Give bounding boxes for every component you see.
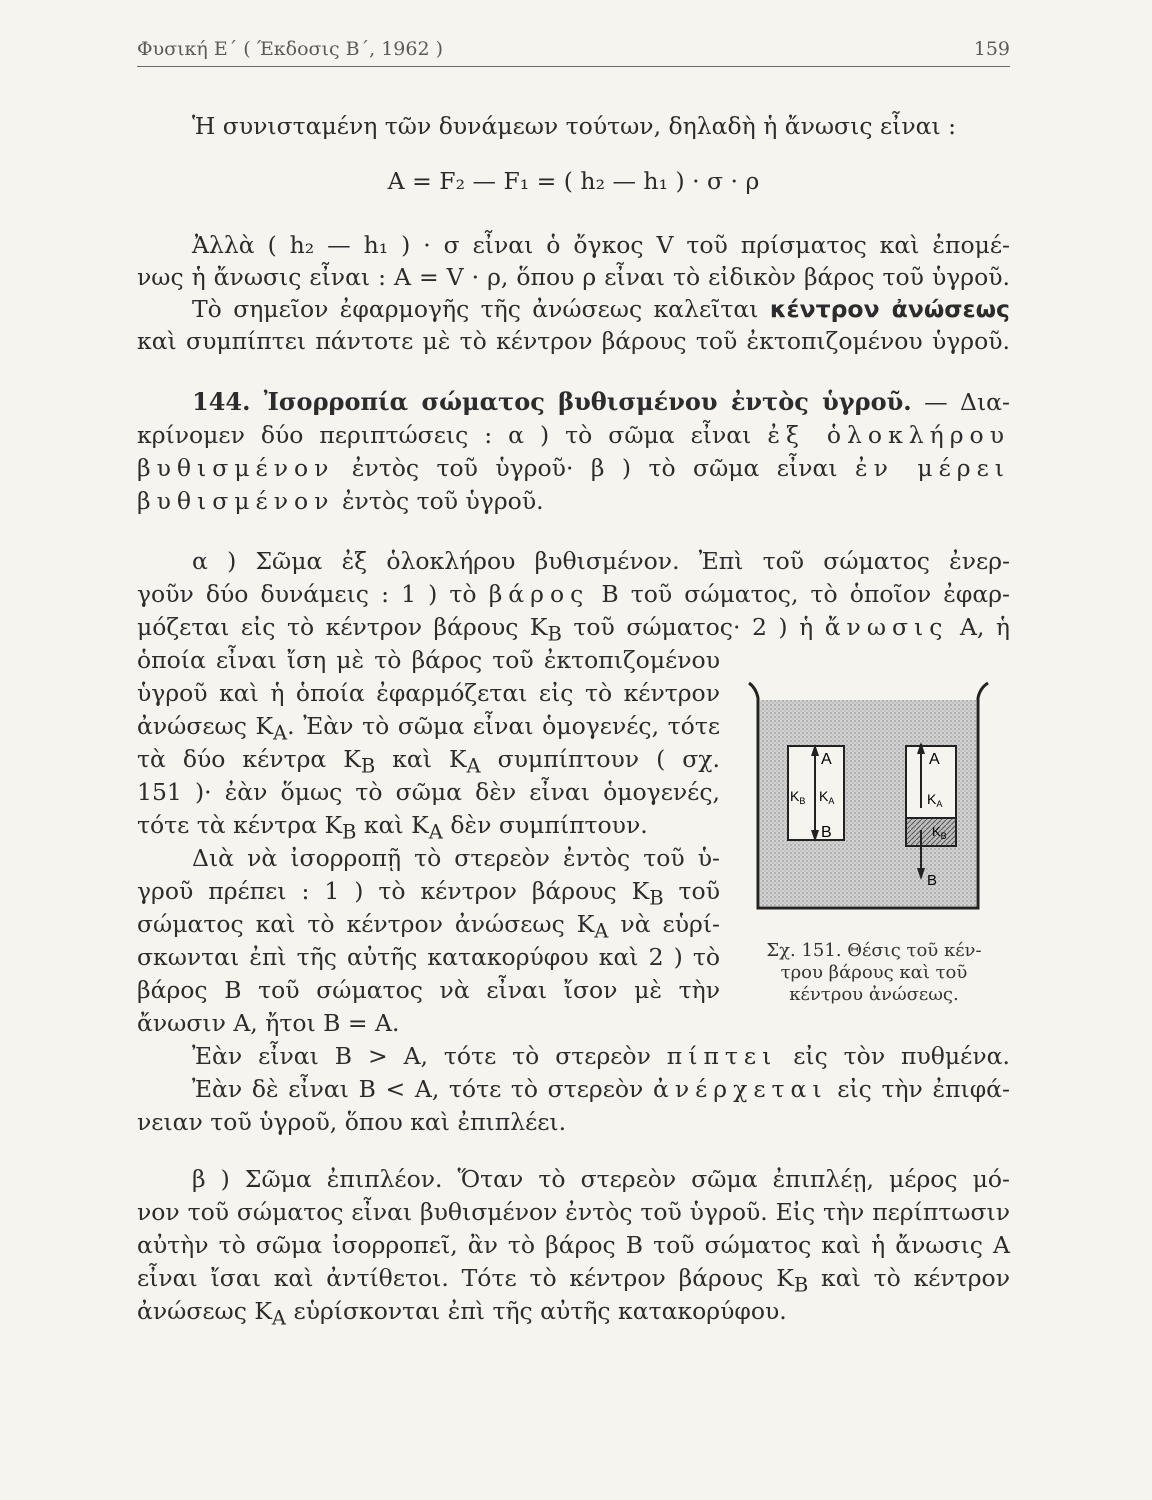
label-A: A [929,751,940,768]
text-line: Ἀλλὰ ( h₂ — h₁ ) · σ εἶναι ὁ ὄγκος V τοῦ πρίσματος καὶ ἐπομέ- [192,231,1010,259]
text-line: ὁποία εἶναι ἴση μὲ τὸ βάρος τοῦ ἐκτοπιζομένου [137,646,720,674]
page-number: 159 [973,38,1010,60]
text-line: α ) Σῶμα ἐξ ὁλοκλήρου βυθισμένον. Ἐπὶ τοῦ σώματος ἐνερ- [192,547,1010,575]
text-line: μόζεται εἰς τὸ κέντρον βάρους $K_B$ τοῦ σώματος· 2 ) ἡ ἄνωσις A, ἡ [137,613,1010,646]
text-line: νως ἡ ἄνωσις εἶναι : A = V · ρ, ὅπου ρ εἶναι τὸ εἰδικὸν βάρος τοῦ ὑγροῦ. [137,263,1010,291]
text-line: γοῦν δύο δυνάμεις : 1 ) τὸ βάρος B τοῦ σώματος, τὸ ὁποῖον ἐφαρ- [137,580,1010,608]
text-line: αὐτὴν τὸ σῶμα ἰσορροπεῖ, ἂν τὸ βάρος B τοῦ σώματος καὶ ἡ ἄνωσις A [137,1231,1010,1259]
text-line: βυθισμένον ἐντὸς τοῦ ὑγροῦ. [137,487,544,515]
text-line: βάρος B τοῦ σώματος νὰ εἶναι ἴσον μὲ τὴν [137,976,720,1004]
label-A: A [821,751,832,768]
text-line: ὑγροῦ καὶ ἡ ὁποία ἐφαρμόζεται εἰς τὸ κέντρον [137,679,720,707]
text-line: Ἡ συνισταμένη τῶν δυνάμεων τούτων, δηλαδὴ ἡ ἄνωσις εἶναι : [192,112,957,140]
text-line: Ἐὰν εἶναι B > A, τότε τὸ στερεὸν πίπτει εἰς τὸν πυθμένα. [192,1042,1010,1070]
text-line: νον τοῦ σώματος εἶναι βυθισμένον ἐντὸς τοῦ ὑγροῦ. Εἰς τὴν περίπτωσιν [137,1198,1010,1226]
text-line: γροῦ πρέπει : 1 ) τὸ κέντρον βάρους $K_B$ τοῦ [137,877,720,910]
text-line: ἄνωσιν A, ἤτοι B = A. [137,1009,400,1037]
text-line: νειαν τοῦ ὑγροῦ, ὅπου καὶ ἐπιπλέει. [137,1108,567,1136]
text-line: Διὰ νὰ ἰσορροπῇ τὸ στερεὸν ἐντὸς τοῦ ὑ- [192,844,720,872]
section-title: 144. Ἰσορροπία σώματος βυθισμένου ἐντὸς ὑγροῦ. [192,387,912,416]
section-heading: 144. Ἰσορροπία σώματος βυθισμένου ἐντὸς ὑγροῦ. — Δια- [192,387,1010,416]
text-line: Τὸ σημεῖον ἐφαρμογῆς τῆς ἀνώσεως καλεῖται κέντρον ἀνώσεως [192,295,1010,323]
text-line: κρίνομεν δύο περιπτώσεις : α ) τὸ σῶμα εἶναι ἐξ ὁλοκλήρου [137,421,1010,449]
label-B: B [927,872,938,889]
label-KA: $K_A$ [819,788,835,806]
label-B: B [821,824,832,841]
text-line: ἀνώσεως $K_A$ εὑρίσκονται ἐπὶ τῆς αὐτῆς κατακορύφου. [137,1297,787,1330]
text-line: καὶ συμπίπτει πάντοτε μὲ τὸ κέντρον βάρους τοῦ ἐκτοπιζομένου ὑγροῦ. [137,327,1010,355]
homogeneous-body [788,744,844,842]
text-line: βυθισμένον ἐντὸς τοῦ ὑγροῦ· β ) τὸ σῶμα εἶναι ἐν μέρει [137,454,1010,482]
text-line: σώματος καὶ τὸ κέντρον ἀνώσεως $K_A$ νὰ εὑρί- [137,910,720,943]
label-KB: $K_B$ [790,788,806,806]
equation: A = F₂ — F₁ = ( h₂ — h₁ ) · σ · ρ [387,167,760,195]
label-KA: $K_A$ [927,791,943,809]
text-line: σκωνται ἐπὶ τῆς αὐτῆς κατακορύφου καὶ 2 ) τὸ [137,943,720,971]
text-line: εἶναι ἴσαι καὶ ἀντίθετοι. Τότε τὸ κέντρον βάρους $K_B$ καὶ τὸ κέντρον [137,1264,1010,1297]
text-line: Ἐὰν δὲ εἶναι B < A, τότε τὸ στερεὸν ἀνέρχεται εἰς τὴν ἐπιφά- [192,1075,1010,1103]
text-line: τὰ δύο κέντρα $K_B$ καὶ $K_A$ συμπίπτουν ( σχ. [137,745,720,778]
figure-caption: Σχ. 151. Θέσις τοῦ κέν- τρου βάρους καὶ τοῦ κέντρου ἀνώσεως. [766,940,982,1005]
vessel-diagram [746,680,996,925]
figure-151 [746,680,996,925]
label-KB: $K_B$ [932,824,947,841]
header-title: Φυσική Ε΄ ( Έκδοσις Β΄, 1962 ) [137,38,444,60]
text-line: 151 )· ἐὰν ὅμως τὸ σῶμα δὲν εἶναι ὁμογενές, [137,778,720,806]
text-line: ἀνώσεως $K_A$. Ἐὰν τὸ σῶμα εἶναι ὁμογενές, τότε [137,712,720,745]
running-header [137,34,1010,67]
text-line: β ) Σῶμα ἐπιπλέον. Ὅταν τὸ στερεὸν σῶμα ἐπιπλέῃ, μέρος μό- [192,1165,1010,1193]
term-center-of-buoyancy: κέντρον ἀνώσεως [769,295,1010,323]
text-line: τότε τὰ κέντρα $K_B$ καὶ $K_A$ δὲν συμπίπτουν. [137,811,648,844]
